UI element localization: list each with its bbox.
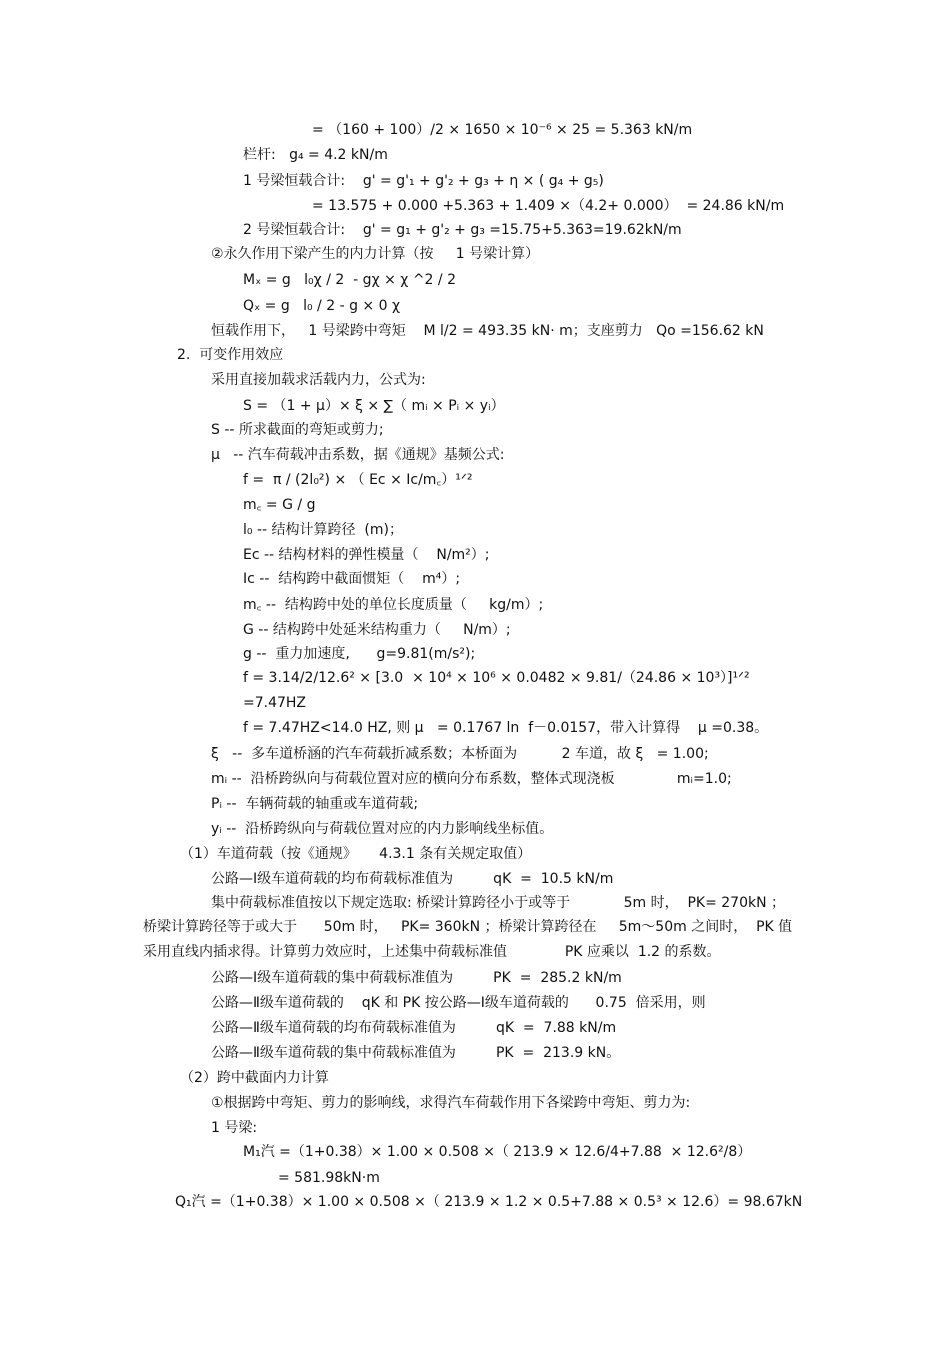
text-line: 采用直接加载求活载内力，公式为: [211, 372, 426, 388]
text-line: = （160 + 100）/2 × 1650 × 10⁻⁶ × 25 = 5.363 kN/m [312, 122, 693, 138]
formula-line: Mₓ = g l₀χ / 2 - gχ × χ ^2 / 2 [243, 272, 456, 288]
formula-line: Qₓ = g l₀ / 2 - g × 0 χ [243, 298, 401, 314]
formula-line: f = 3.14/2/12.6² × [3.0 × 10⁴ × 10⁶ × 0.0482 × 9.81/（24.86 × 10³）]¹ᐟ² [243, 670, 750, 686]
text-line: 公路—Ⅱ级车道荷载的均布荷载标准值为 qK = 7.88 kN/m [211, 1020, 617, 1036]
text-line: 2 号梁恒载合计: g' = g₁ + g'₂ + g₃ =15.75+5.363=19.62kN/m [243, 222, 682, 238]
text-line: ①根据跨中弯矩、剪力的影响线，求得汽车荷载作用下各梁跨中弯矩、剪力为: [211, 1095, 691, 1111]
text-line: 公路—Ⅰ级车道荷载的均布荷载标准值为 qK = 10.5 kN/m [211, 871, 614, 887]
text-line: Pᵢ -- 车辆荷载的轴重或车道荷载; [211, 796, 419, 812]
text-line: 公路—Ⅱ级车道荷载的 qK 和 PK 按公路—Ⅰ级车道荷载的 0.75 倍采用，则 [211, 995, 706, 1011]
text-line: f = 7.47HZ<14.0 HZ, 则 μ = 0.1767 ln f－0.0157，带入计算得 μ =0.38。 [243, 720, 769, 736]
text-line: ②永久作用下梁产生的内力计算（按 1 号梁计算） [211, 246, 540, 262]
text-line: Ic -- 结构跨中截面惯矩（ m⁴）; [243, 571, 461, 587]
text-line: Ec -- 结构材料的弹性模量（ N/m²）; [243, 547, 490, 563]
text-line: 1 号梁恒载合计: g' = g'₁ + g'₂ + g₃ + η × ( g₄ + g₅) [243, 173, 604, 189]
text-line: 采用直线内插求得。计算剪力效应时，上述集中荷载标准值 PK 应乘以 1.2 的系数。 [143, 944, 721, 960]
formula-line: m꜀ = G / g [243, 497, 316, 513]
formula-line: = 581.98kN·m [278, 1170, 380, 1186]
text-line: 恒载作用下， 1 号梁跨中弯矩 M l/2 = 493.35 kN· m；支座剪力 Qo =156.62 kN [211, 323, 764, 339]
text-line: = 13.575 + 0.000 +5.363 + 1.409 ×（4.2+ 0.000） = 24.86 kN/m [312, 198, 785, 214]
section-heading: 2. 可变作用效应 [177, 347, 284, 363]
text-line: 公路—Ⅱ级车道荷载的集中荷载标准值为 PK = 213.9 kN。 [211, 1045, 621, 1061]
formula-line: f = π / (2l₀²) × （ Ec × Ic/m꜀）¹ᐟ² [243, 472, 473, 488]
text-line: μ -- 汽车荷载冲击系数，据《通规》基频公式: [211, 447, 505, 463]
text-line: l₀ -- 结构计算跨径 (m)； [243, 522, 403, 538]
subsection-heading: （2）跨中截面内力计算 [180, 1070, 329, 1086]
text-line: ξ -- 多车道桥涵的汽车荷载折减系数；本桥面为 2 车道，故 ξ = 1.00; [211, 746, 709, 762]
formula-line: Q₁汽 =（1+0.38）× 1.00 × 0.508 ×（ 213.9 × 1.2 × 0.5+7.88 × 0.5³ × 12.6）= 98.67kN [175, 1194, 803, 1210]
text-line: 栏杆: g₄ = 4.2 kN/m [243, 147, 388, 163]
subsection-heading: （1）车道荷载（按《通规》 4.3.1 条有关规定取值） [180, 846, 532, 862]
text-line: 公路—Ⅰ级车道荷载的集中荷载标准值为 PK = 285.2 kN/m [211, 970, 622, 986]
formula-line: S = （1 + μ）× ξ × ∑（ mᵢ × Pᵢ × yᵢ） [243, 398, 505, 414]
text-line: S -- 所求截面的弯矩或剪力; [211, 422, 384, 438]
text-line: m꜀ -- 结构跨中处的单位长度质量（ kg/m）; [243, 597, 544, 613]
formula-line: M₁汽 =（1+0.38）× 1.00 × 0.508 ×（ 213.9 × 12.6/4+7.88 × 12.6²/8） [243, 1144, 752, 1160]
text-line: mᵢ -- 沿桥跨纵向与荷载位置对应的横向分布系数，整体式现浇板 mᵢ=1.0; [211, 771, 732, 787]
text-line: 集中荷载标准值按以下规定选取: 桥梁计算跨径小于或等于 5m 时， PK= 270kN ； [211, 895, 786, 911]
text-line: 桥梁计算跨径等于或大于 50m 时， PK= 360kN ；桥梁计算跨径在 5m～50m 之间时， PK 值 [143, 919, 793, 935]
text-line: yᵢ -- 沿桥跨纵向与荷载位置对应的内力影响线坐标值。 [211, 821, 554, 837]
text-line: 1 号梁: [211, 1120, 258, 1136]
text-line: g -- 重力加速度, g=9.81(m/s²); [243, 646, 476, 662]
text-line: =7.47HZ [243, 695, 307, 711]
text-line: G -- 结构跨中处延米结构重力（ N/m）; [243, 622, 511, 638]
